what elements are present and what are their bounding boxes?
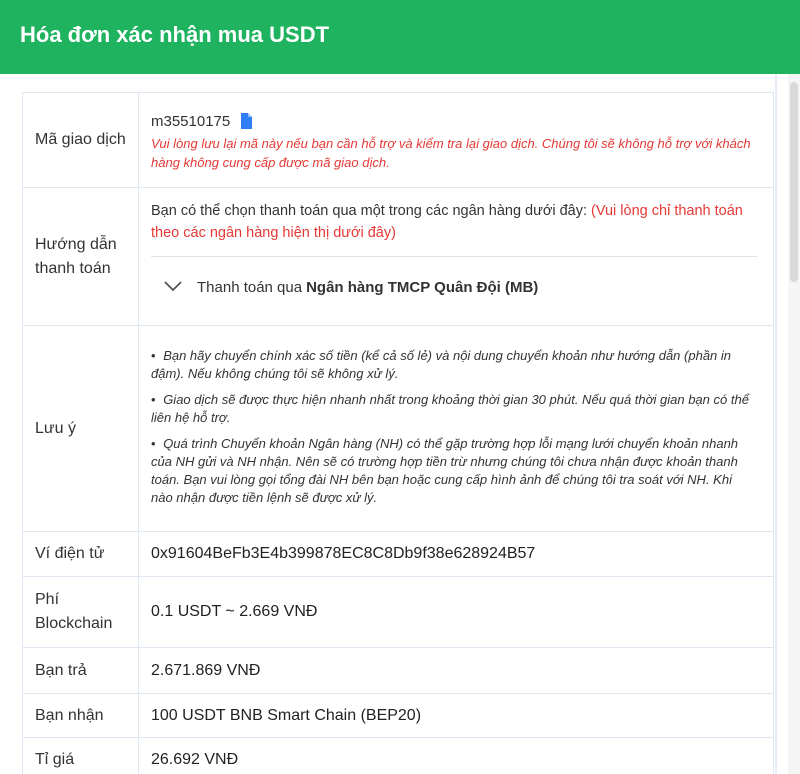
row-label: Ví điện tử	[23, 532, 139, 577]
payment-instruction-warning: (Vui lòng chỉ thanh toán theo các ngân hàng hiện thị dưới đây)	[151, 203, 743, 241]
payment-instruction: Bạn có thể chọn thanh toán qua một trong các ngân hàng dưới đây: (Vui lòng chỉ thanh toán theo các ngân hàng hiện thị dưới đây)	[151, 203, 743, 241]
chevron-down-icon	[163, 279, 183, 296]
note-item: • Bạn hãy chuyển chính xác số tiền (kể cả số lẻ) và nội dung chuyển khoản như hướng dẫn (phần in đậm). Nếu không chúng tôi sẽ không xử lý.	[151, 347, 732, 381]
row-transaction-code	[23, 93, 774, 188]
transaction-code: m35510175	[151, 112, 231, 130]
row-label: Bạn nhận	[23, 694, 139, 738]
row-exchange-rate	[23, 738, 774, 774]
row-label: Hướng dẫn thanh toán	[23, 188, 139, 326]
wallet-address: 0x91604BeFb3E4b399878EC8C8Db9f38e628924B57	[139, 532, 774, 577]
row-you-pay	[23, 648, 774, 694]
receive-amount: 100 USDT BNB Smart Chain (BEP20)	[139, 694, 774, 738]
row-notes	[23, 326, 774, 532]
note-item: • Giao dịch sẽ được thực hiện nhanh nhất trong khoảng thời gian 30 phút. Nếu quá thời gian bạn có thể liên hệ hỗ trợ.	[151, 391, 749, 425]
bank-prefix: Thanh toán qua	[197, 278, 303, 296]
row-value	[139, 188, 774, 326]
blockchain-fee: 0.1 USDT ~ 2.669 VNĐ	[139, 577, 774, 648]
note-item: • Quá trình Chuyển khoản Ngân hàng (NH) có thể gặp trường hợp lỗi mạng lưới chuyển khoản nhanh của NH gửi và NH nhận. Nên sẽ có trường hợp tiền trừ nhưng chúng tôi chưa nhận được khoản thanh toán. Bạn vui lòng gọi tổng đài NH bên bạn hoặc cung cấp hình ảnh để chúng tôi tra soát với NH. Khi nào nhận được tiền lệnh sẽ được xử lý.	[151, 435, 739, 505]
page-header	[0, 0, 800, 74]
row-wallet	[23, 532, 774, 577]
row-label: Mã giao dịch	[23, 93, 139, 188]
page-title: Hóa đơn xác nhận mua USDT	[20, 22, 330, 47]
row-label: Lưu ý	[23, 326, 139, 532]
row-blockchain-fee	[23, 577, 774, 648]
transaction-code-note: Vui lòng lưu lại mã này nếu bạn cần hỗ trợ và kiểm tra lại giao dịch. Chúng tôi sẽ không hỗ trợ với khách hàng không cung cấp được mã giao dịch.	[151, 136, 751, 170]
scrollbar[interactable]	[788, 74, 800, 774]
row-value	[139, 326, 774, 532]
bank-name: Ngân hàng TMCP Quân Đội (MB)	[306, 278, 539, 296]
row-label: Tỉ giá	[23, 738, 139, 774]
row-you-receive	[23, 694, 774, 738]
copy-icon[interactable]	[238, 112, 254, 130]
bank-accordion-toggle[interactable]	[151, 257, 757, 317]
pay-amount: 2.671.869 VNĐ	[139, 648, 774, 694]
panel-border	[775, 74, 777, 774]
scrollbar-thumb[interactable]	[790, 82, 798, 282]
row-label: Bạn trả	[23, 648, 139, 694]
row-label: Phí Blockchain	[23, 577, 139, 648]
row-value	[139, 93, 774, 188]
exchange-rate: 26.692 VNĐ	[139, 738, 774, 774]
invoice-table	[22, 92, 774, 774]
row-payment-guide	[23, 188, 774, 326]
